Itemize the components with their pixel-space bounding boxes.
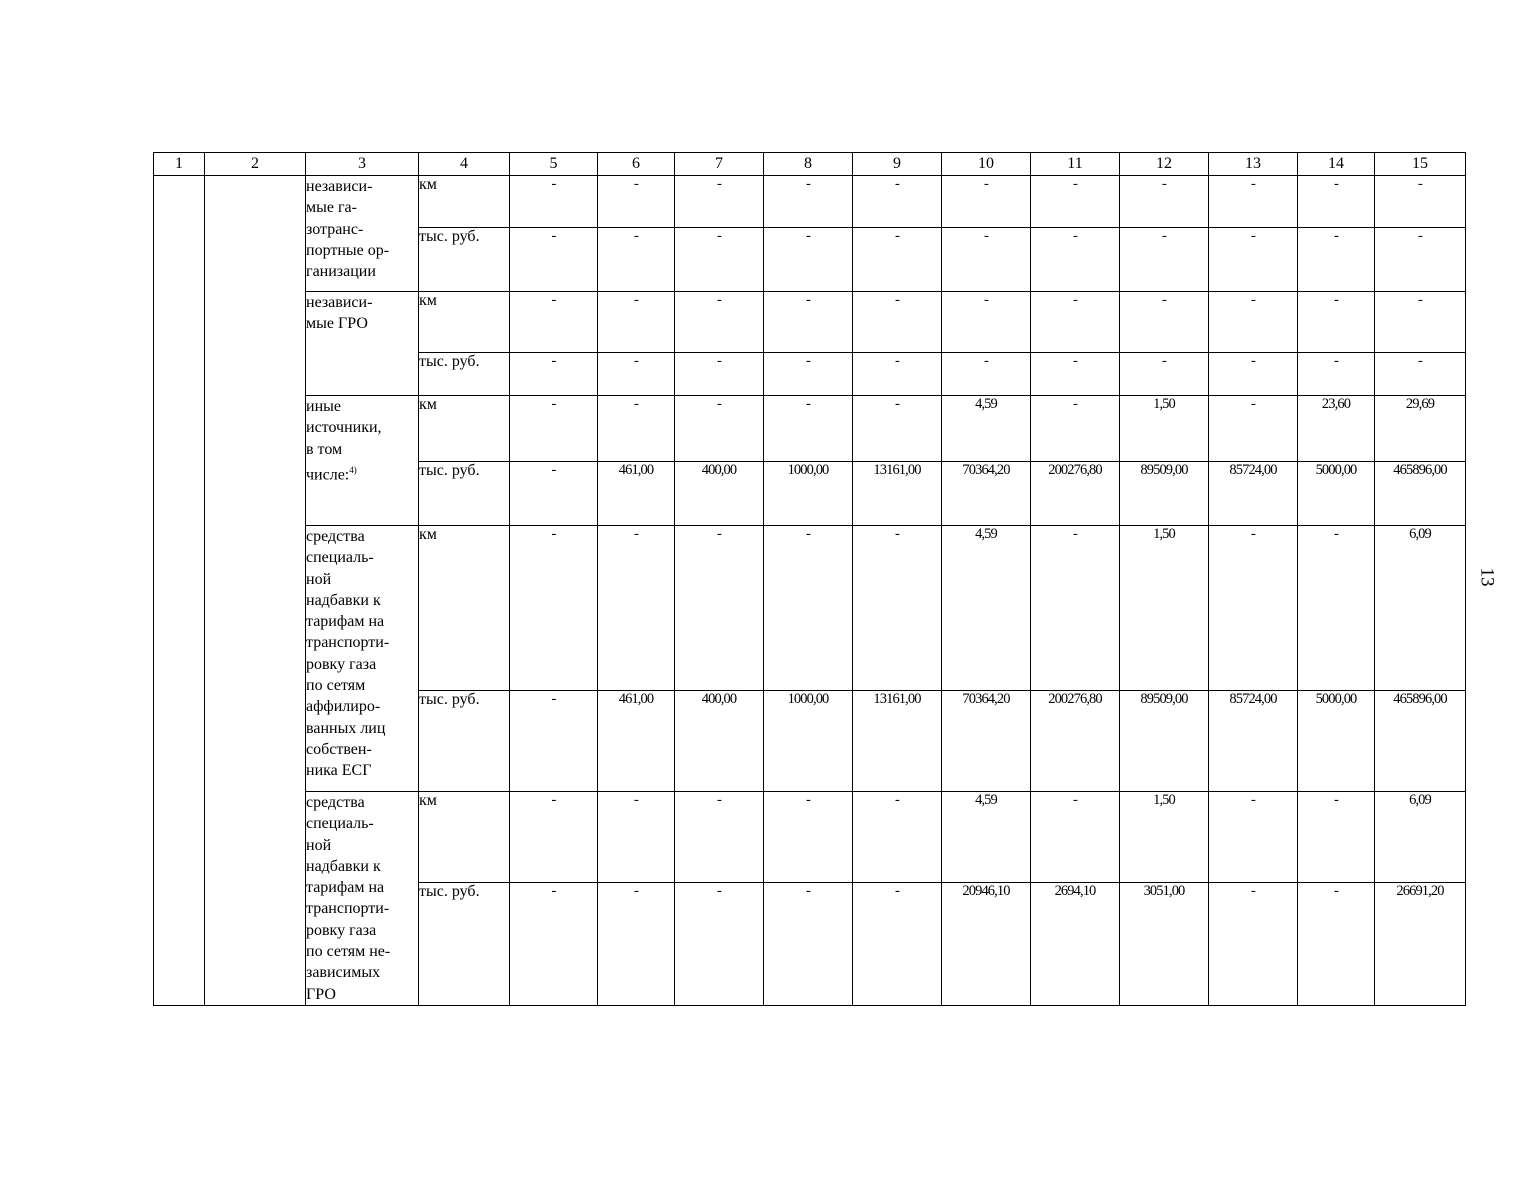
value-cell: - bbox=[1209, 228, 1298, 292]
value-cell: 3051,00 bbox=[1120, 883, 1209, 1006]
value-cell: - bbox=[1298, 883, 1375, 1006]
value-cell: - bbox=[1298, 526, 1375, 691]
header-cell: 10 bbox=[942, 153, 1031, 176]
value-cell: 1,50 bbox=[1120, 396, 1209, 462]
value-cell: 1000,00 bbox=[764, 462, 853, 526]
row-group-label: средства специаль- ной надбавки к тарифам на транспорти- ровку газа по сетям аффилиро- ванных лиц собствен- ника ЕСГ bbox=[306, 526, 419, 792]
header-row bbox=[154, 153, 1466, 176]
value-cell: - bbox=[1375, 292, 1466, 353]
value-cell: - bbox=[1375, 176, 1466, 228]
value-cell: 465896,00 bbox=[1375, 691, 1466, 792]
header-cell: 7 bbox=[675, 153, 764, 176]
value-cell: - bbox=[1375, 353, 1466, 396]
value-cell: - bbox=[764, 353, 853, 396]
value-cell: - bbox=[853, 353, 942, 396]
header-cell: 11 bbox=[1031, 153, 1120, 176]
value-cell: 6,09 bbox=[1375, 526, 1466, 691]
value-cell: - bbox=[1120, 292, 1209, 353]
header-cell: 3 bbox=[306, 153, 419, 176]
header-cell: 2 bbox=[205, 153, 306, 176]
page-number: 13 bbox=[1476, 567, 1498, 587]
value-cell: - bbox=[510, 462, 598, 526]
value-cell: 400,00 bbox=[675, 691, 764, 792]
value-cell: - bbox=[853, 883, 942, 1006]
value-cell: 200276,80 bbox=[1031, 462, 1120, 526]
value-cell: - bbox=[510, 883, 598, 1006]
header-cell: 14 bbox=[1298, 153, 1375, 176]
value-cell: - bbox=[942, 353, 1031, 396]
value-cell: - bbox=[510, 792, 598, 883]
value-cell: - bbox=[942, 292, 1031, 353]
value-cell: - bbox=[1031, 792, 1120, 883]
value-cell: - bbox=[1298, 353, 1375, 396]
value-cell: - bbox=[1209, 526, 1298, 691]
value-cell: - bbox=[853, 396, 942, 462]
table-row bbox=[154, 526, 1466, 691]
value-cell: 461,00 bbox=[598, 691, 675, 792]
value-cell: 85724,00 bbox=[1209, 462, 1298, 526]
value-cell: - bbox=[764, 228, 853, 292]
value-cell: 20946,10 bbox=[942, 883, 1031, 1006]
unit-cell: тыс. руб. bbox=[419, 883, 510, 1006]
value-cell: - bbox=[1209, 883, 1298, 1006]
value-cell: 200276,80 bbox=[1031, 691, 1120, 792]
value-cell: - bbox=[853, 792, 942, 883]
value-cell: 4,59 bbox=[942, 792, 1031, 883]
value-cell: - bbox=[675, 228, 764, 292]
value-cell: - bbox=[598, 292, 675, 353]
header-cell: 9 bbox=[853, 153, 942, 176]
unit-cell: км bbox=[419, 526, 510, 691]
unit-cell: км bbox=[419, 792, 510, 883]
value-cell: - bbox=[1031, 176, 1120, 228]
value-cell: 461,00 bbox=[598, 462, 675, 526]
value-cell: - bbox=[853, 228, 942, 292]
value-cell: - bbox=[675, 396, 764, 462]
header-cell: 15 bbox=[1375, 153, 1466, 176]
value-cell: - bbox=[942, 176, 1031, 228]
column-2-cell bbox=[205, 176, 306, 1006]
value-cell: 13161,00 bbox=[853, 462, 942, 526]
value-cell: 4,59 bbox=[942, 526, 1031, 691]
value-cell: - bbox=[1209, 353, 1298, 396]
value-cell: - bbox=[598, 526, 675, 691]
value-cell: - bbox=[675, 353, 764, 396]
value-cell: 23,60 bbox=[1298, 396, 1375, 462]
value-cell: - bbox=[675, 792, 764, 883]
value-cell: - bbox=[1209, 396, 1298, 462]
header-cell: 13 bbox=[1209, 153, 1298, 176]
unit-cell: км bbox=[419, 176, 510, 228]
unit-cell: тыс. руб. bbox=[419, 691, 510, 792]
table-row bbox=[154, 396, 1466, 462]
value-cell: - bbox=[1031, 292, 1120, 353]
value-cell: 13161,00 bbox=[853, 691, 942, 792]
value-cell: 5000,00 bbox=[1298, 462, 1375, 526]
row-group-label: независи- мые ГРО bbox=[306, 292, 419, 396]
header-cell: 4 bbox=[419, 153, 510, 176]
value-cell: - bbox=[675, 292, 764, 353]
value-cell: 70364,20 bbox=[942, 462, 1031, 526]
value-cell: 89509,00 bbox=[1120, 691, 1209, 792]
value-cell: - bbox=[1031, 526, 1120, 691]
footnote-marker: 4) bbox=[349, 464, 357, 475]
value-cell: - bbox=[598, 176, 675, 228]
unit-cell: км bbox=[419, 292, 510, 353]
value-cell: - bbox=[510, 691, 598, 792]
value-cell: - bbox=[1209, 176, 1298, 228]
value-cell: - bbox=[1120, 228, 1209, 292]
value-cell: - bbox=[598, 883, 675, 1006]
table-body bbox=[154, 176, 1466, 1006]
value-cell: - bbox=[598, 792, 675, 883]
table-row bbox=[154, 176, 1466, 228]
value-cell: 1,50 bbox=[1120, 526, 1209, 691]
value-cell: - bbox=[764, 396, 853, 462]
value-cell: - bbox=[510, 228, 598, 292]
value-cell: - bbox=[510, 176, 598, 228]
table-row bbox=[154, 292, 1466, 353]
column-1-cell bbox=[154, 176, 205, 1006]
header-cell: 8 bbox=[764, 153, 853, 176]
value-cell: 5000,00 bbox=[1298, 691, 1375, 792]
value-cell: - bbox=[853, 526, 942, 691]
value-cell: - bbox=[510, 292, 598, 353]
value-cell: - bbox=[1209, 292, 1298, 353]
value-cell: - bbox=[510, 353, 598, 396]
value-cell: 26691,20 bbox=[1375, 883, 1466, 1006]
unit-cell: км bbox=[419, 396, 510, 462]
value-cell: - bbox=[1298, 228, 1375, 292]
value-cell: - bbox=[675, 526, 764, 691]
value-cell: - bbox=[598, 353, 675, 396]
header-cell: 1 bbox=[154, 153, 205, 176]
value-cell: 29,69 bbox=[1375, 396, 1466, 462]
unit-cell: тыс. руб. bbox=[419, 228, 510, 292]
value-cell: - bbox=[764, 526, 853, 691]
value-cell: - bbox=[510, 526, 598, 691]
value-cell: - bbox=[598, 228, 675, 292]
value-cell: - bbox=[764, 176, 853, 228]
value-cell: - bbox=[764, 292, 853, 353]
value-cell: - bbox=[510, 396, 598, 462]
header-cell: 12 bbox=[1120, 153, 1209, 176]
value-cell: 6,09 bbox=[1375, 792, 1466, 883]
value-cell: 1000,00 bbox=[764, 691, 853, 792]
value-cell: - bbox=[1120, 176, 1209, 228]
value-cell: - bbox=[1209, 792, 1298, 883]
value-cell: - bbox=[1031, 353, 1120, 396]
value-cell: 1,50 bbox=[1120, 792, 1209, 883]
value-cell: - bbox=[1031, 396, 1120, 462]
value-cell: - bbox=[853, 176, 942, 228]
value-cell: 70364,20 bbox=[942, 691, 1031, 792]
table-row bbox=[154, 792, 1466, 883]
value-cell: - bbox=[1298, 292, 1375, 353]
row-group-label: средства специаль- ной надбавки к тарифам на транспорти- ровку газа по сетям не- зависимых ГРО bbox=[306, 792, 419, 1006]
value-cell: - bbox=[1375, 228, 1466, 292]
value-cell: 400,00 bbox=[675, 462, 764, 526]
value-cell: 85724,00 bbox=[1209, 691, 1298, 792]
value-cell: 4,59 bbox=[942, 396, 1031, 462]
value-cell: 2694,10 bbox=[1031, 883, 1120, 1006]
value-cell: 465896,00 bbox=[1375, 462, 1466, 526]
value-cell: - bbox=[1120, 353, 1209, 396]
unit-cell: тыс. руб. bbox=[419, 353, 510, 396]
value-cell: - bbox=[1298, 176, 1375, 228]
header-cell: 5 bbox=[510, 153, 598, 176]
unit-cell: тыс. руб. bbox=[419, 462, 510, 526]
row-group-label: иные источники, в том числе:$^{4)}$ bbox=[306, 396, 419, 526]
value-cell: - bbox=[764, 792, 853, 883]
header-cell: 6 bbox=[598, 153, 675, 176]
row-group-label: независи- мые га- зотранс- портные ор- ганизации bbox=[306, 176, 419, 292]
value-cell: - bbox=[598, 396, 675, 462]
value-cell: - bbox=[764, 883, 853, 1006]
value-cell: - bbox=[675, 883, 764, 1006]
value-cell: - bbox=[853, 292, 942, 353]
value-cell: 89509,00 bbox=[1120, 462, 1209, 526]
data-table bbox=[153, 152, 1466, 1006]
value-cell: - bbox=[942, 228, 1031, 292]
value-cell: - bbox=[1298, 792, 1375, 883]
value-cell: - bbox=[1031, 228, 1120, 292]
value-cell: - bbox=[675, 176, 764, 228]
